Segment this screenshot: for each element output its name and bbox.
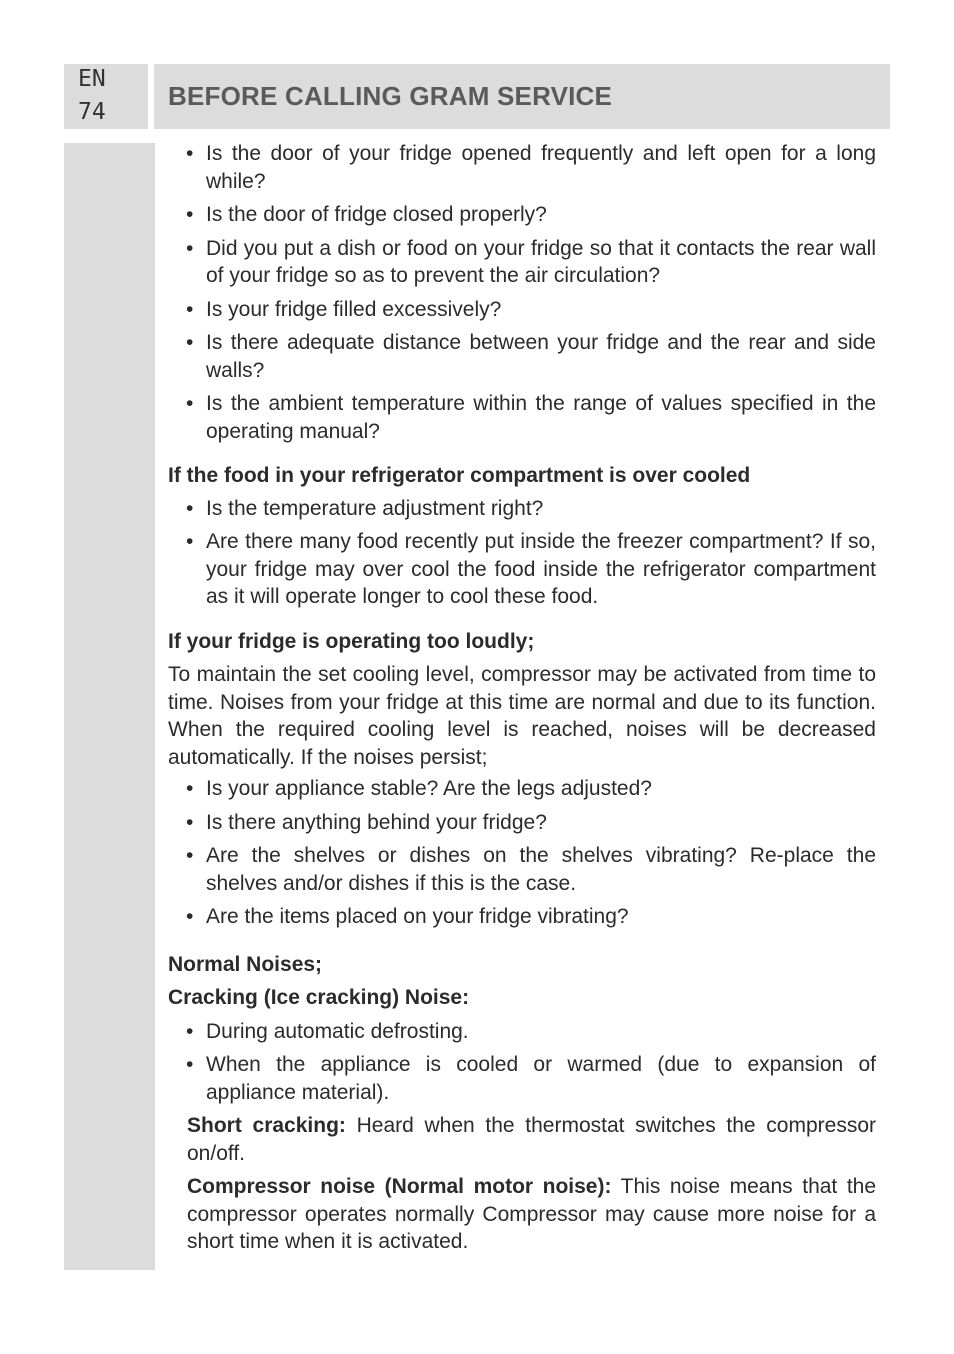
language-page-box bbox=[64, 64, 148, 129]
compressor-noise-text: This noise means that the compressor operates normally Compressor may cause more noise for a short time when it is activated. bbox=[187, 1175, 877, 1253]
bullet-icon: • bbox=[186, 1019, 194, 1043]
list-item: • Is your fridge filled excessively? bbox=[168, 296, 876, 324]
compressor-noise-paragraph bbox=[168, 1173, 876, 1256]
compressor-noise-label: Compressor noise (Normal motor noise): bbox=[187, 1175, 612, 1198]
list-item: • During automatic defrosting. bbox=[168, 1018, 876, 1046]
short-cracking-paragraph bbox=[168, 1112, 876, 1167]
list-item: • When the appliance is cooled or warmed (due to expansion of appliance material). bbox=[186, 1053, 876, 1104]
list-item: • Are the items placed on your fridge vibrating? bbox=[168, 903, 876, 931]
bullet-icon: • bbox=[186, 905, 194, 928]
bullet-icon: • bbox=[186, 1053, 194, 1076]
list-item: • Are there many food recently put inside the freezer compartment? If so, your fridge may over cool the food inside the refrigerator compartment as it will operate longer to cool these food. bbox=[186, 530, 876, 608]
list-item: • Is the door of your fridge opened frequently and left open for a long while? bbox=[186, 142, 876, 193]
content-area bbox=[168, 140, 876, 1256]
checklist-1 bbox=[168, 140, 876, 445]
section-heading-too-loud: If your fridge is operating too loudly; bbox=[168, 629, 535, 653]
section-heading-over-cooled: If the food in your refrigerator compartment is over cooled bbox=[168, 464, 751, 487]
bullet-icon: • bbox=[186, 392, 194, 415]
bullet-icon: • bbox=[186, 496, 194, 520]
bullet-icon: • bbox=[186, 777, 194, 800]
bullet-icon: • bbox=[186, 331, 194, 354]
list-item: • Is the door of fridge closed properly? bbox=[168, 201, 876, 229]
short-cracking-label: Short cracking: bbox=[187, 1114, 346, 1137]
bullet-icon: • bbox=[186, 142, 194, 165]
list-item: • Is there adequate distance between your fridge and the rear and side walls? bbox=[186, 331, 876, 382]
language-code: EN bbox=[78, 66, 106, 92]
page-number: 74 bbox=[78, 99, 106, 125]
short-cracking-text: Heard when the thermostat switches the compressor on/off. bbox=[187, 1114, 876, 1165]
checklist-2 bbox=[168, 495, 876, 611]
side-bar bbox=[64, 143, 155, 1270]
bullet-icon: • bbox=[186, 236, 194, 260]
noise-intro-paragraph: To maintain the set cooling level, compressor may be activated from time to time. Noises from your fridge at this time are normal and due to its function. When the required cooling level is reached, noises will be decreased automatically. If the noises persist; bbox=[168, 663, 876, 769]
list-item: • Is there anything behind your fridge? bbox=[168, 809, 876, 837]
section-heading-normal-noises: Normal Noises; bbox=[168, 952, 323, 976]
bullet-icon: • bbox=[186, 810, 194, 834]
bullet-icon: • bbox=[186, 297, 194, 321]
list-item: • Is the temperature adjustment right? bbox=[168, 495, 876, 523]
checklist-3 bbox=[168, 775, 876, 931]
page-header bbox=[154, 64, 890, 129]
bullet-icon: • bbox=[186, 844, 194, 867]
subheading-cracking-noise: Cracking (Ice cracking) Noise: bbox=[168, 986, 470, 1009]
checklist-4 bbox=[168, 1018, 876, 1107]
list-item: • Did you put a dish or food on your fridge so that it contacts the rear wall of your fridge so as to prevent the air circulation? bbox=[186, 236, 876, 287]
list-item: • Is your appliance stable? Are the legs adjusted? bbox=[168, 775, 876, 803]
list-item: • Are the shelves or dishes on the shelves vibrating? Re-place the shelves and/or dishes if this is the case. bbox=[186, 844, 876, 895]
bullet-icon: • bbox=[186, 530, 194, 553]
list-item: • Is the ambient temperature within the range of values specified in the operating manual? bbox=[186, 392, 876, 443]
bullet-icon: • bbox=[186, 203, 194, 226]
page-title: BEFORE CALLING GRAM SERVICE bbox=[168, 81, 613, 111]
